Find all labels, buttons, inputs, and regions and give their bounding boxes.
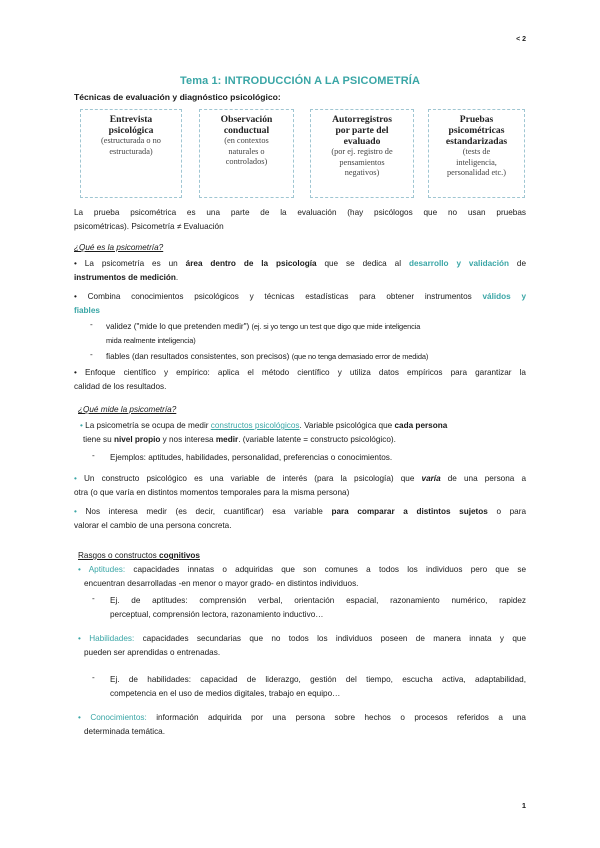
sub-reliability: fiables (dan resultados consistentes, son precisos) (que no tenga demasiado error de medida) [106,352,429,361]
page-number: 1 [521,801,526,810]
bullet-aptitudes-cont: encuentran desarrolladas -en menor o mayor grado- en distintos individuos. [84,579,359,588]
sub-skills-examples-cont: competencia en el uso de medios digitales, trabajo en equipo… [110,689,341,698]
box-sub: (tests de inteligencia, personalidad etc.) [447,147,506,177]
bullet-area: • La psicometría es un área dentro de la psicología que se dedica al desarrollo y validación de [74,259,527,268]
dash-marker: - [90,320,93,329]
bullet-measure-cont: valorar el cambio de una persona concreta. [74,521,232,530]
bullet-skills-cont: pueden ser aprendidas o entrenadas. [84,648,221,657]
bullet-aptitudes: • Aptitudes: capacidades innatas o adquiridas que son comunes a todos los individuos pero que se [78,565,526,574]
bullet-knowledge-cont: determinada temática. [84,727,166,736]
sub-skills-examples: Ej. de habilidades: capacidad de liderazgo, gestión del tiempo, escucha activa, adaptabilidad, [110,675,526,684]
bullet-variable: • Un constructo psicológico es una variable de interés (para la psicología) que varía de una persona a [74,474,527,483]
bullet-combines-cont: fiables [74,306,100,315]
sub-validity-cont: mida realmente inteligencia) [106,336,196,345]
sub-aptitudes-examples-cont: perceptual, comprensión lectora, razonamiento inductivo… [110,610,324,619]
technique-box-interview [80,109,182,198]
techniques-boxes [80,109,525,198]
box-sub: (en contextos naturales o controlados) [224,136,269,166]
bullet-variable-cont: otra (o que varía en distintos momentos temporales para la misma persona) [74,488,350,497]
dash-marker: - [90,350,93,359]
sub-examples: Ejemplos: aptitudes, habilidades, personalidad, preferencias o conocimientos. [110,453,393,462]
box-heading: Observación conductual [220,114,273,136]
page-nav-label[interactable]: < 2 [516,36,526,43]
section-heading-cognitive: Rasgos o constructos cognitivos [78,551,200,560]
section-subtitle: Técnicas de evaluación y diagnóstico psicológico: [74,92,281,102]
box-heading: Entrevista psicológica [108,114,154,136]
box-sub: (estructurada o no estructurada) [101,136,161,156]
technique-box-tests [428,109,525,198]
technique-box-observation [199,109,294,198]
bullet-scientific: • Enfoque científico y empírico: aplica el método científico y utiliza datos empíricos para garantizar la [74,368,526,377]
sub-validity: validez ("mide lo que pretenden medir") (ej. si yo tengo un test que digo que mide inteligencia [106,322,421,331]
bullet-constructs-cont: tiene su nivel propio y nos interesa medir. (variable latente = constructo psicológico). [83,435,396,444]
bullet-constructs: • La psicometría se ocupa de medir constructos psicológicos. Variable psicológica que cada persona [80,421,448,430]
bullet-area-cont: instrumentos de medición. [74,273,179,282]
bullet-skills: • Habilidades: capacidades secundarias que no todos los individuos poseen de manera innata y que [78,634,526,643]
box-heading: Pruebas psicométricas estandarizadas [445,114,508,147]
section-heading-what-measures: ¿Qué mide la psicometría? [78,405,177,414]
page-title: Tema 1: INTRODUCCIÓN A LA PSICOMETRÍA [179,75,420,87]
bullet-measure: • Nos interesa medir (es decir, cuantificar) esa variable para comparar a distintos sujetos o para [74,507,527,516]
box-sub: (por ej. registro de pensamientos negativos) [331,147,393,177]
dash-marker: - [92,673,95,682]
intro-line-2: psicométricas). Psicometría ≠ Evaluación [74,222,224,231]
section-heading-what-is: ¿Qué es la psicometría? [74,243,164,252]
dash-marker: - [92,594,95,603]
bullet-combines: • Combina conocimientos psicológicos y técnicas estadísticas para obtener instrumentos válidos y [74,292,527,301]
box-heading: Autorregistros por parte del evaluado [332,114,392,147]
sub-aptitudes-examples: Ej. de aptitudes: comprensión verbal, orientación espacial, razonamiento numérico, rapidez [110,596,526,605]
bullet-knowledge: • Conocimientos: información adquirida por una persona sobre hechos o procesos referidos a una [78,713,526,722]
intro-line-1: La prueba psicométrica es una parte de la evaluación (hay psicólogos que no usan pruebas [74,208,526,217]
technique-box-selfrecord [310,109,414,198]
bullet-scientific-cont: calidad de los resultados. [74,382,167,391]
dash-marker: - [92,451,95,460]
